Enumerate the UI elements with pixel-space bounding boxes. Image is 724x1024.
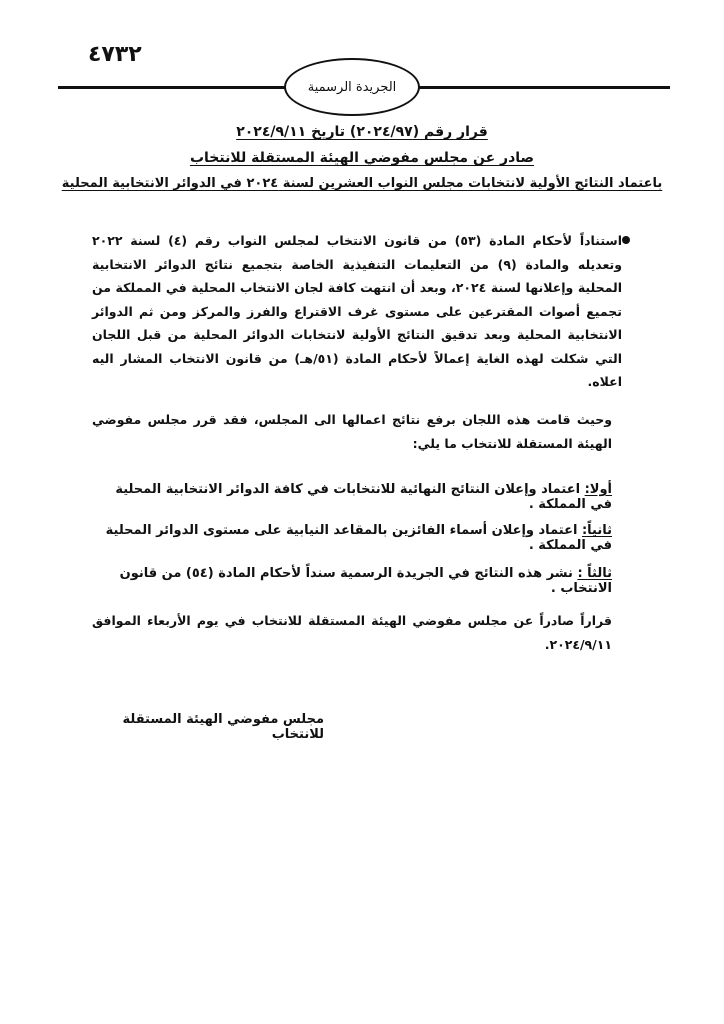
gazette-title: الجريدة الرسمية: [307, 79, 397, 95]
second-paragraph: وحيث قامت هذه اللجان برفع نتائج اعمالها الى المجلس، فقد قرر مجلس مفوضي الهيئة المستقلة للانتخاب ما يلي:: [92, 412, 612, 451]
page-number: ٤٧٣٢: [88, 42, 142, 67]
decision-issuer-heading: صادر عن مجلس مفوضي الهيئة المستقلة للانتخاب: [189, 150, 535, 166]
item-label: أولا:: [584, 482, 612, 497]
bullet-dot: [622, 236, 630, 244]
item-text: نشر هذه النتائج في الجريدة الرسمية سنداً لأحكام المادة (٥٤) من قانون الانتخاب .: [119, 566, 612, 596]
decision-item-2: [92, 523, 612, 553]
gazette-title-oval: [284, 58, 420, 116]
item-label: ثالثاً :: [577, 566, 612, 581]
signature: مجلس مفوضي الهيئة المستقلة للانتخاب: [122, 712, 324, 742]
intro-paragraph: استناداً لأحكام المادة (٥٣) من قانون الانتخاب لمجلس النواب رقم (٤) لسنة ٢٠٢٢ وتعديله والمادة (٩) من التعليمات التنفيذية الخاصة بتجميع نتائج الدوائر الانتخابية المحلية وإعلانها لسنة ٢٠٢٤، وبعد أن انتهت كافة لجان الانتخاب المحلية في المملكة من تجميع أصوات المقترعين على مستوى غرف الاقتراع والفرز والمركز ومن ثم الدوائر الانتخابية المحلية وبعد تدقيق النتائج الأولية لانتخابات الدوائر المحلية من قبل اللجان التي شكلت لهذه الغاية إعمالاً لأحكام المادة (٥١/هـ) من قانون الانتخاب المشار اليه اعلاه.: [92, 233, 623, 389]
decision-subject-heading: باعتماد النتائج الأولية لانتخابات مجلس النواب العشرين لسنة ٢٠٢٤ في الدوائر الانتخابية المحلية: [61, 176, 663, 191]
decision-item-1: [92, 482, 612, 512]
item-text: اعتماد وإعلان النتائج النهائية للانتخابات في كافة الدوائر الانتخابية المحلية في المملكة .: [115, 482, 612, 512]
closing-paragraph: قراراً صادراً عن مجلس مفوضي الهيئة المستقلة للانتخاب في يوم الأربعاء الموافق ٢٠٢٤/٩/١١.: [92, 613, 612, 652]
item-label: ثانياً:: [581, 523, 612, 538]
decision-number-heading: قرار رقم (٢٠٢٤/٩٧) تاريخ ٢٠٢٤/٩/١١: [236, 124, 488, 140]
decision-item-3: [92, 566, 612, 596]
item-text: اعتماد وإعلان أسماء الفائزين بالمقاعد النيابية على مستوى الدوائر المحلية في المملكة .: [105, 523, 612, 553]
